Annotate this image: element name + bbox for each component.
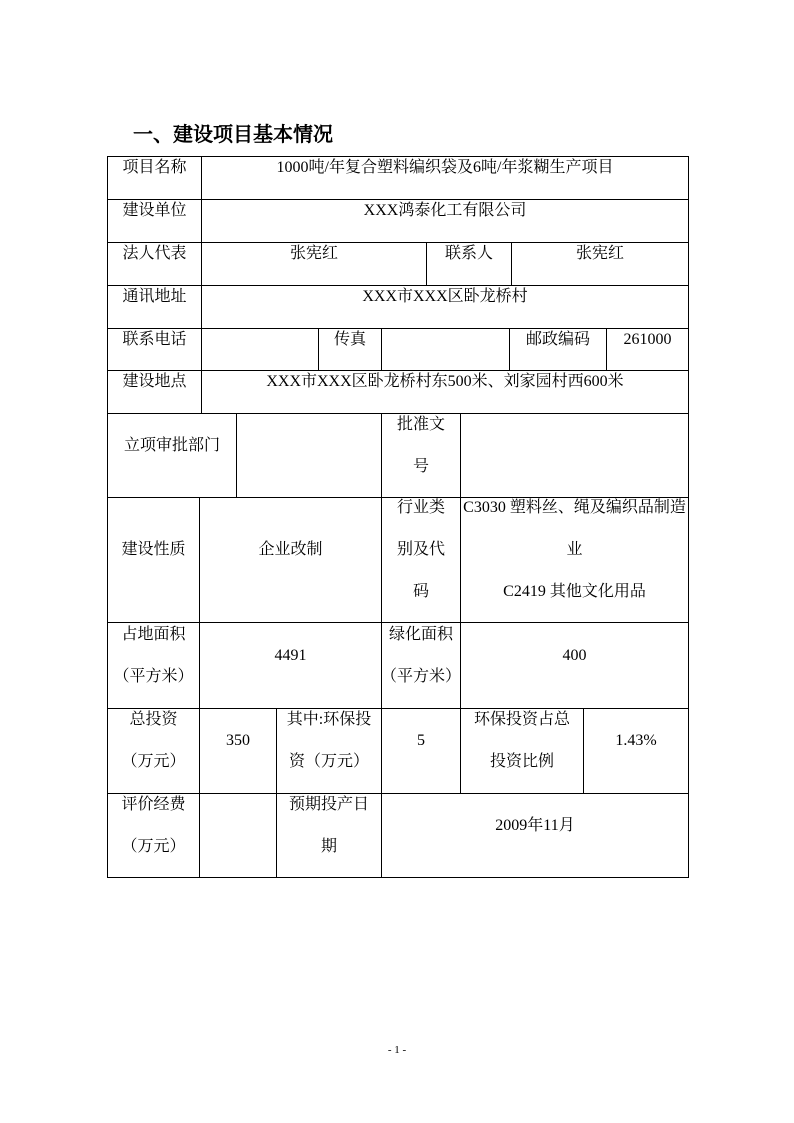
total-investment-unit: （万元） (121, 753, 186, 770)
site-value: XXX市XXX区卧龙桥村东500米、刘家园村西600米 (266, 373, 624, 390)
land-area-value: 4491 (274, 646, 307, 664)
env-ratio-label-cell (460, 709, 583, 793)
assessment-fee-label-text: 评价经费 (121, 795, 186, 813)
env-investment-label-cell (276, 709, 381, 793)
approval-dept-label-cell (108, 414, 236, 497)
phone-label: 联系电话 (122, 330, 187, 348)
nature-value: 企业改制 (258, 541, 323, 558)
green-area-label-cell (381, 623, 460, 708)
green-area-label-text: 绿化面积 (389, 625, 454, 643)
production-date-value: 2009年11月 (495, 816, 575, 834)
approval-no-label: 批准文号 (396, 415, 445, 475)
construction-unit-label: 建设单位 (122, 202, 187, 219)
industry-codes (461, 487, 688, 613)
address-value: XXX市XXX区卧龙桥村 (362, 288, 528, 305)
project-name-label: 项目名称 (122, 159, 187, 176)
row-address (108, 285, 688, 328)
env-ratio-value: 1.43% (615, 732, 657, 749)
production-date-value-cell (381, 794, 688, 877)
row-investment (108, 708, 688, 793)
land-area-unit: （平方米） (113, 667, 194, 685)
assessment-fee-label (121, 784, 185, 868)
green-area-label (381, 614, 461, 698)
env-investment-value-cell (381, 709, 460, 793)
postal-code-value: 261000 (623, 330, 672, 348)
nature-label-cell (108, 498, 199, 622)
postal-code-label: 邮政编码 (525, 330, 590, 348)
project-name-value: 1000吨/年复合塑料编织袋及6吨/年浆糊生产项目 (276, 159, 614, 176)
approval-dept-label: 立项审批部门 (123, 436, 220, 454)
industry-label-cell (381, 498, 460, 622)
industry-codes-cell (460, 498, 688, 622)
total-investment-value: 350 (226, 732, 250, 749)
industry-code-item: C2419 其他文化用品 (503, 583, 646, 600)
green-area-value-cell (460, 623, 688, 708)
env-ratio-label: 环保投资占总投资比例 (473, 711, 570, 770)
total-investment-label-text: 总投资 (129, 711, 178, 728)
site-label: 建设地点 (122, 373, 187, 390)
row-approval (108, 413, 688, 497)
approval-no-label-cell (381, 414, 460, 497)
total-investment-label (121, 699, 185, 783)
assessment-fee-unit: （万元） (121, 837, 186, 855)
row-nature (108, 497, 688, 622)
address-label: 通讯地址 (122, 288, 187, 305)
env-investment-label: 其中:环保投资（万元） (286, 711, 372, 770)
green-area-unit: （平方米） (381, 667, 462, 685)
contact-person-value: 张宪红 (575, 245, 624, 262)
total-investment-value-cell (199, 709, 276, 793)
address-value-cell (201, 286, 688, 328)
fax-label: 传真 (333, 330, 366, 348)
construction-unit-value: XXX鸿泰化工有限公司 (363, 202, 527, 219)
site-label-cell (108, 371, 201, 413)
page-number: - 1 - (387, 1044, 407, 1056)
project-info-table (107, 156, 689, 878)
land-area-value-cell (199, 623, 381, 708)
nature-value-cell (199, 498, 381, 622)
nature-label: 建设性质 (121, 541, 186, 558)
legal-rep-value: 张宪红 (289, 245, 338, 262)
industry-label: 行业类别及代码 (396, 499, 445, 600)
total-investment-label-cell (108, 709, 199, 793)
row-area (108, 622, 688, 708)
land-area-label (113, 614, 193, 698)
env-ratio-value-cell (583, 709, 688, 793)
section-title: 一、建设项目基本情况 (133, 124, 333, 146)
green-area-value: 400 (562, 646, 587, 664)
legal-rep-label: 法人代表 (122, 245, 187, 262)
contact-person-label: 联系人 (444, 245, 493, 262)
approval-no-value-cell (460, 414, 688, 497)
land-area-label-text: 占地面积 (121, 625, 186, 643)
assessment-fee-value-cell (199, 794, 276, 877)
row-fee-date (108, 793, 688, 877)
industry-code-item: C3030 塑料丝、绳及编织品制造业 (463, 499, 686, 558)
production-date-label-cell (276, 794, 381, 877)
production-date-label: 预期投产日期 (288, 795, 369, 855)
env-investment-value: 5 (417, 732, 425, 749)
land-area-label-cell (108, 623, 199, 708)
approval-dept-value-cell (236, 414, 381, 497)
assessment-fee-label-cell (108, 794, 199, 877)
contact-person-value-cell (511, 243, 688, 285)
